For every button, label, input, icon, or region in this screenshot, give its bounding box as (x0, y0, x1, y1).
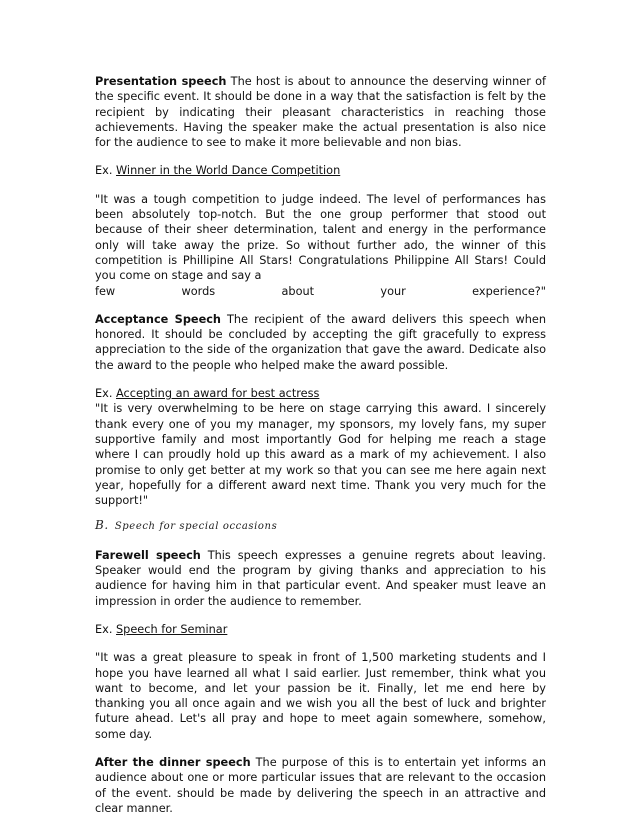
example2-line (95, 386, 546, 401)
example1-last-word: about (281, 284, 315, 298)
document-page (95, 74, 546, 816)
example2-prefix: Ex. (95, 387, 117, 401)
example1-last-word: few (95, 284, 116, 298)
after-dinner-heading: After the dinner speech (95, 755, 251, 769)
example1-line (95, 163, 546, 178)
presentation-text: The host is about to announce the deserving winner of the specific event. It should be done in a way that the satisfaction is felt by the recipient by indicating their pleasant characteristics in reaching those achievements. Having the speaker make the actual presentation is also nice for the audience to see to make it more believable and non bias. (95, 75, 546, 150)
example3-title: Speech for Seminar (116, 622, 228, 636)
farewell-paragraph (95, 548, 546, 609)
acceptance-heading: Acceptance Speech (95, 312, 221, 326)
section-b-letter: B. (95, 518, 109, 533)
example3-quote: "It was a great pleasure to speak in front of 1,500 marketing students and I hope you have learned all what I said earlier. Just remember, think what you want to become, and let your passion be it. Finally, let me end here by thanking you all once again and we wish you all the best of luck and brighter future ahead. Let's all pray and hope to meet again somewhere, somehow, some day. (95, 651, 546, 741)
example1-quote: "It was a tough competition to judge indeed. The level of performances has been absolutely top-notch. But the one group performer that stood out because of their sheer determination, talent and energy in the performance only will take away the prize. So without further ado, the winner of this competition is Phillipine All Stars! Congratulations Philippine All Stars! Could you come on stage and say a (95, 192, 546, 283)
example1-title: Winner in the World Dance Competition (116, 164, 341, 178)
section-b-heading (95, 518, 546, 534)
example1-last-word: experience?" (472, 284, 546, 298)
example1-prefix: Ex. (95, 164, 117, 178)
example1-last-line (95, 284, 546, 299)
example1-quote-block (95, 192, 546, 299)
after-dinner-paragraph (95, 755, 546, 816)
example3-prefix: Ex. (95, 622, 117, 636)
farewell-heading: Farewell speech (95, 548, 201, 562)
presentation-paragraph (95, 74, 546, 150)
after-dinner-text: The purpose of this is to entertain yet informs an audience about one or more particular issues that are relevant to the occasion of the event. should be made by delivering the speech in an attractive and clear manner. (95, 755, 546, 815)
presentation-heading: Presentation speech (95, 75, 227, 88)
example2-quote: "It is very overwhelming to be here on stage carrying this award. I sincerely thank every one of you my manager, my sponsors, my lovely fans, my super supportive family and most importantly God for helping me reach a stage where I can proudly hold up this award as a mark of my achievement. I also promise to only get better at my work so that you can see me here again next year, hopefully for a different award next time. Thank you very much for the support!" (95, 402, 546, 508)
example3-line (95, 622, 546, 637)
acceptance-paragraph (95, 312, 546, 373)
example1-last-word: your (380, 284, 406, 298)
farewell-text: This speech expresses a genuine regrets about leaving. Speaker would end the program by giving thanks and appreciation to his audience for having him in that particular event. And speaker must leave an impression in order the audience to remember. (95, 548, 546, 608)
acceptance-text: The recipient of the award delivers this speech when honored. It should be concluded by accepting the gift gracefully to express appreciation to the side of the organization that gave the award. Dedicate also the award to the people who helped make the award possible. (95, 312, 546, 372)
example2-title: Accepting an award for best actress (116, 387, 320, 401)
section-b-title: Speech for special occasions (114, 521, 278, 533)
example1-last-word: words (181, 284, 216, 298)
